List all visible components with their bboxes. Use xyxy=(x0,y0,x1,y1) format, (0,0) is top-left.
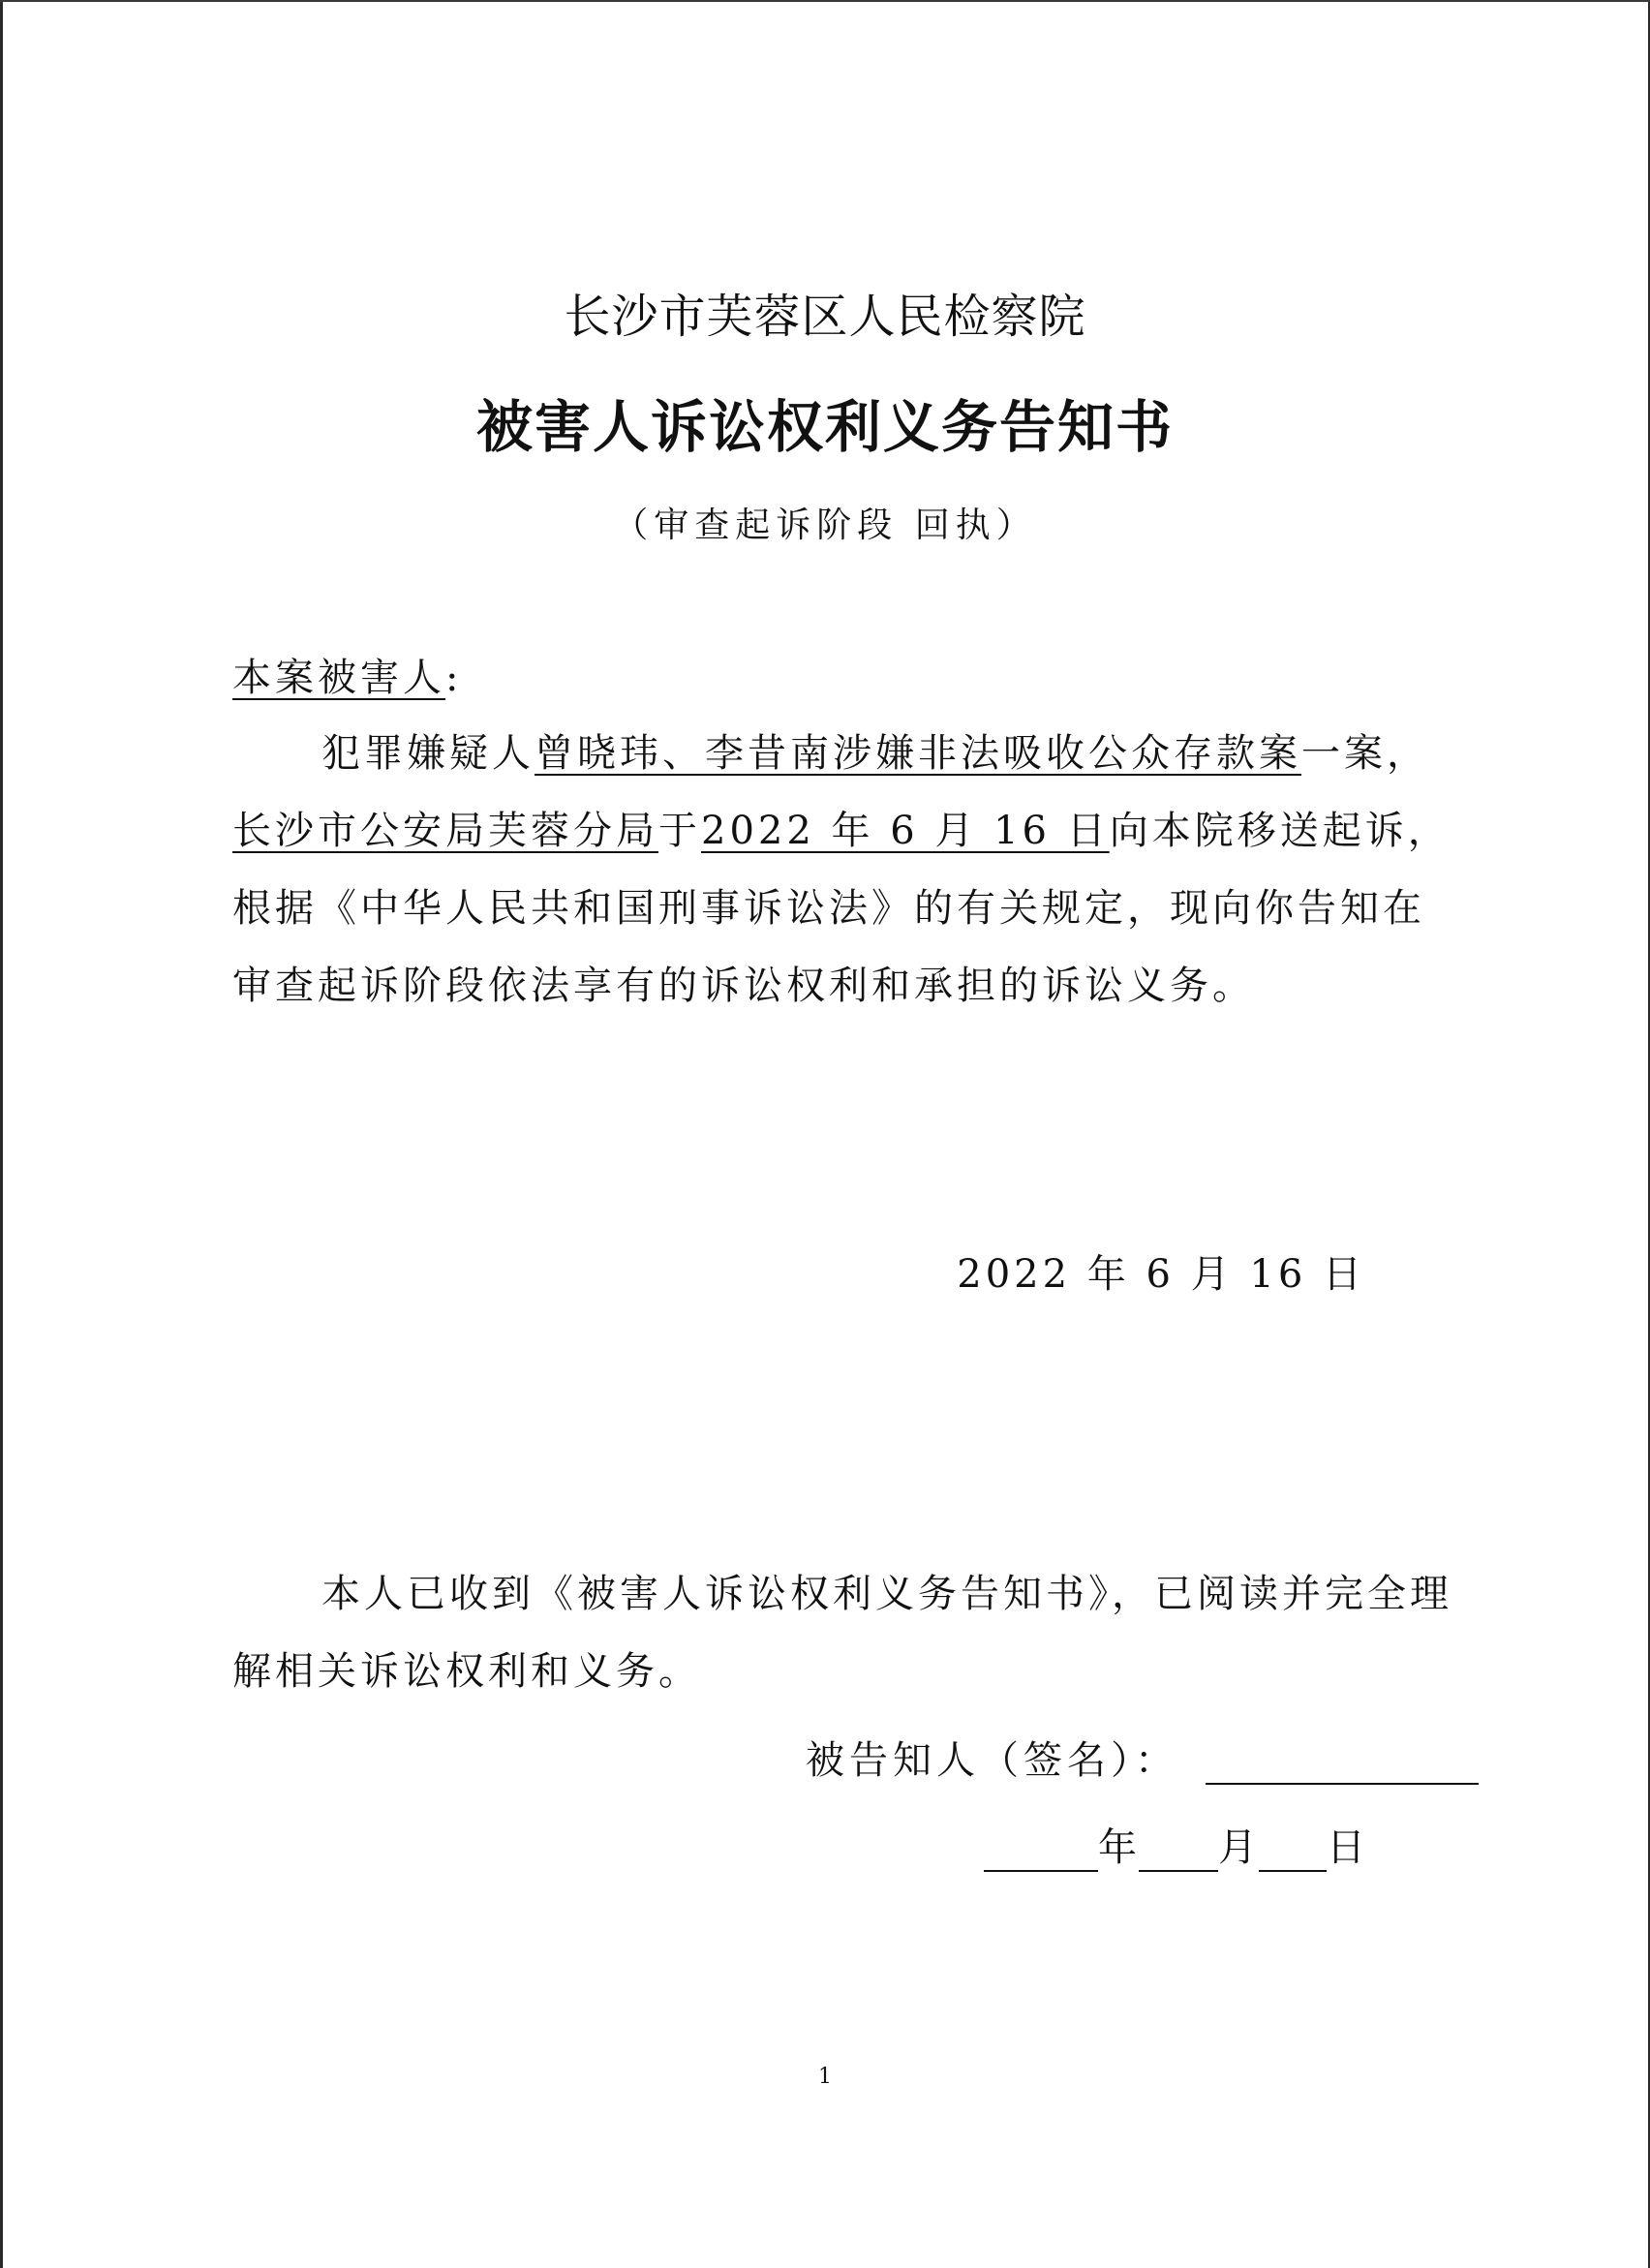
signature-date-line xyxy=(984,1817,1367,1872)
receipt-paragraph: 本人已收到《被害人诉讼权利义务告知书》，已阅读并完全理解相关诉讼权利和义务。 xyxy=(232,1572,1452,1694)
paragraph1-after-case: 一案， xyxy=(1301,731,1429,776)
notice-paragraph xyxy=(232,715,1454,1025)
year-label: 年 xyxy=(1098,1825,1139,1870)
addressee-colon: : xyxy=(445,656,463,700)
document-subtitle: （审查起诉阶段 回执） xyxy=(613,506,1037,545)
transferring-agency: 长沙市公安局芙蓉分局 xyxy=(232,809,658,853)
organization-name: 长沙市芙蓉区人民检察院 xyxy=(564,290,1086,344)
paragraph1-rest: 向本院移送起诉，根据《中华人民共和国刑事诉讼法》的有关规定，现向你告知在审查起诉阶段依法享有的诉讼权利和承担的诉讼义务。 xyxy=(232,809,1451,1008)
signature-label: 被告知人（签名）： xyxy=(806,1738,1178,1783)
paragraph1-after-agency: 于 xyxy=(658,809,701,853)
page-number: 1 xyxy=(818,2065,832,2089)
month-label: 月 xyxy=(1218,1825,1259,1870)
day-blank[interactable] xyxy=(1259,1831,1327,1872)
case-name: 曾晓玮、李昔南涉嫌非法吸收公众存款案 xyxy=(535,731,1301,776)
transfer-date: 2022 年 6 月 16 日 xyxy=(701,809,1110,853)
paragraph1-prefix: 犯罪嫌疑人 xyxy=(321,731,535,776)
document-title: 被害人诉讼权利义务告知书 xyxy=(475,394,1174,460)
scan-edge-top xyxy=(0,0,1650,2)
signature-blank[interactable] xyxy=(1206,1744,1479,1785)
addressee: 本案被害人 xyxy=(232,656,445,700)
issue-date: 2022 年 6 月 16 日 xyxy=(957,1252,1365,1297)
addressee-line xyxy=(232,639,1454,717)
day-label: 日 xyxy=(1327,1825,1367,1870)
signature-line xyxy=(806,1730,1479,1785)
month-blank[interactable] xyxy=(1139,1831,1218,1872)
year-blank[interactable] xyxy=(984,1831,1098,1872)
